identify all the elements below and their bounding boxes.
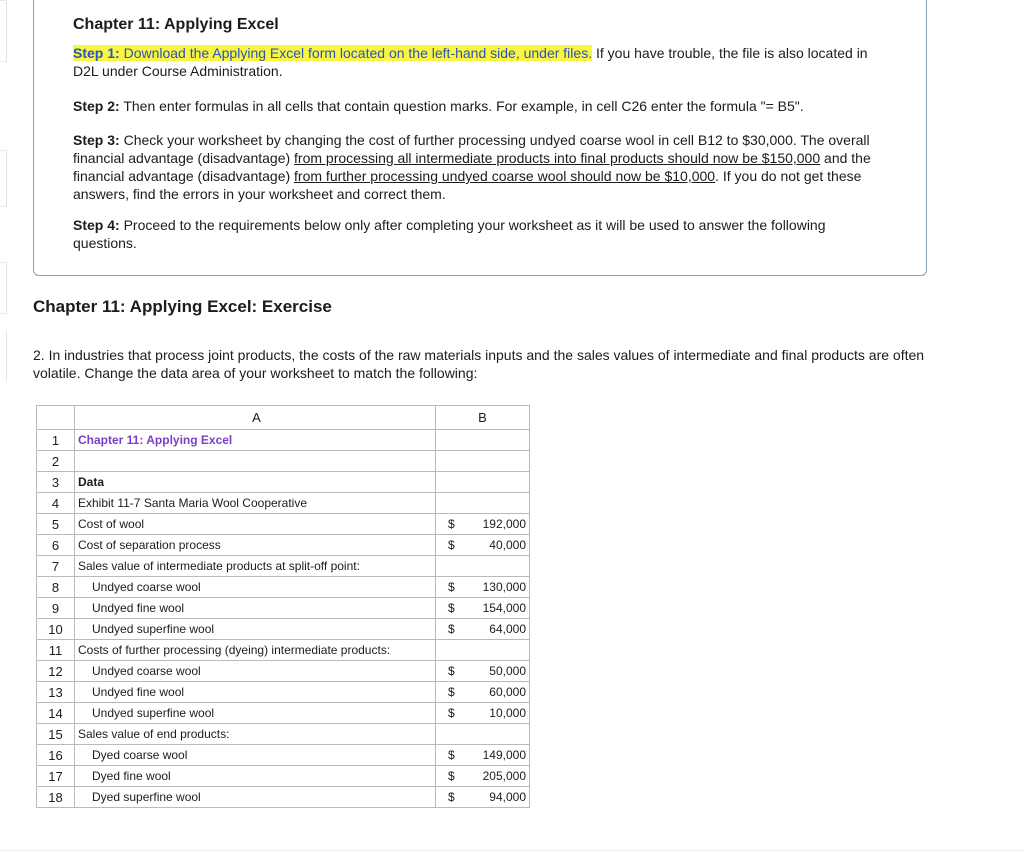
cell-a-text: Cost of wool xyxy=(78,517,145,531)
row-number: 2 xyxy=(37,451,75,472)
row-number: 6 xyxy=(37,535,75,556)
spreadsheet-table xyxy=(36,405,530,808)
cell-b[interactable] xyxy=(436,766,530,787)
table-row xyxy=(37,535,530,556)
cell-b-value xyxy=(436,706,529,720)
cell-b[interactable] xyxy=(436,493,530,514)
cell-a[interactable] xyxy=(75,619,436,640)
cell-b-value xyxy=(436,664,529,678)
row-number: 17 xyxy=(37,766,75,787)
amount: 50,000 xyxy=(489,664,526,678)
row-number: 15 xyxy=(37,724,75,745)
cell-b[interactable] xyxy=(436,745,530,766)
cell-a[interactable] xyxy=(75,766,436,787)
cell-a-text: Cost of separation process xyxy=(78,538,221,552)
currency-symbol: $ xyxy=(448,622,455,636)
cell-b[interactable] xyxy=(436,577,530,598)
cell-b[interactable] xyxy=(436,598,530,619)
step-3-text-a: Check your worksheet by changing the cost of further processing undyed coarse wool in cell B12 to $30,000. The overall financial advantage (disadvantage) xyxy=(73,132,870,166)
left-edge-mark xyxy=(0,0,7,62)
amount: 205,000 xyxy=(482,769,526,783)
cell-a-text: Undyed fine wool xyxy=(92,685,185,699)
left-edge-mark xyxy=(0,262,7,314)
amount: 130,000 xyxy=(482,580,526,594)
step-3-text-b: and the financial advantage (disadvantage) xyxy=(73,150,871,184)
table-row xyxy=(37,724,530,745)
table-row xyxy=(37,598,530,619)
cell-a[interactable] xyxy=(75,577,436,598)
table-row xyxy=(37,619,530,640)
table-row xyxy=(37,514,530,535)
cell-a[interactable] xyxy=(75,787,436,808)
cell-b[interactable] xyxy=(436,514,530,535)
cell-b[interactable] xyxy=(436,535,530,556)
table-row xyxy=(37,682,530,703)
cell-b[interactable] xyxy=(436,430,530,451)
step-3-link-a: from processing all intermediate products into final products should now be $150,000 xyxy=(294,150,821,166)
column-header-a: A xyxy=(75,406,436,430)
row-number: 8 xyxy=(37,577,75,598)
amount: 149,000 xyxy=(482,748,526,762)
table-row xyxy=(37,451,530,472)
cell-a-text: Costs of further processing (dyeing) intermediate products: xyxy=(78,643,391,657)
row-number: 4 xyxy=(37,493,75,514)
cell-a[interactable] xyxy=(75,535,436,556)
cell-b[interactable] xyxy=(436,682,530,703)
cell-a-text: Dyed coarse wool xyxy=(92,748,188,762)
cell-a-text: Chapter 11: Applying Excel xyxy=(78,433,233,447)
currency-symbol: $ xyxy=(448,706,455,720)
cell-a[interactable] xyxy=(75,598,436,619)
amount: 40,000 xyxy=(489,538,526,552)
table-row xyxy=(37,640,530,661)
amount: 10,000 xyxy=(489,706,526,720)
amount: 64,000 xyxy=(489,622,526,636)
table-row xyxy=(37,787,530,808)
step-4-text: Proceed to the requirements below only after completing your worksheet as it will be used to answer the following questions. xyxy=(73,217,826,251)
step-2-text: Then enter formulas in all cells that contain question marks. For example, in cell C26 enter the formula "= B5". xyxy=(123,98,804,114)
cell-b-value xyxy=(436,538,529,552)
row-number: 16 xyxy=(37,745,75,766)
cell-a[interactable] xyxy=(75,745,436,766)
step-2 xyxy=(73,97,893,115)
column-header-row xyxy=(37,406,530,430)
left-edge-mark xyxy=(0,150,7,207)
step-1-highlight: Download the Applying Excel form located on the left-hand side, under files. xyxy=(123,45,593,61)
cell-b-value xyxy=(436,769,529,783)
currency-symbol: $ xyxy=(448,664,455,678)
cell-b[interactable] xyxy=(436,451,530,472)
cell-a-text: Sales value of intermediate products at split-off point: xyxy=(78,559,360,573)
cell-b-value xyxy=(436,790,529,804)
table-row xyxy=(37,766,530,787)
cell-a[interactable] xyxy=(75,472,436,493)
amount: 192,000 xyxy=(482,517,526,531)
corner-cell xyxy=(37,406,75,430)
cell-b[interactable] xyxy=(436,640,530,661)
cell-a-text: Dyed fine wool xyxy=(92,769,171,783)
step-4-label: Step 4: xyxy=(73,217,120,233)
column-header-b: B xyxy=(436,406,530,430)
currency-symbol: $ xyxy=(448,517,455,531)
cell-a[interactable] xyxy=(75,682,436,703)
cell-b[interactable] xyxy=(436,619,530,640)
exercise-question: 2. In industries that process joint products, the costs of the raw materials inputs and the sales values of intermediate and final products are often volatile. Change the data area of your worksheet to match the following: xyxy=(33,347,925,381)
step-1 xyxy=(73,44,893,80)
table-row xyxy=(37,430,530,451)
cell-b[interactable] xyxy=(436,703,530,724)
row-number: 13 xyxy=(37,682,75,703)
row-number: 3 xyxy=(37,472,75,493)
step-3-label: Step 3: xyxy=(73,132,120,148)
instructions-title: Chapter 11: Applying Excel xyxy=(73,16,279,33)
row-number: 18 xyxy=(37,787,75,808)
left-edge-mark xyxy=(0,331,7,381)
cell-a[interactable] xyxy=(75,661,436,682)
step-3 xyxy=(73,131,893,203)
table-row xyxy=(37,493,530,514)
row-number: 11 xyxy=(37,640,75,661)
cell-a-text: Undyed superfine wool xyxy=(92,706,215,720)
exercise-title: Chapter 11: Applying Excel: Exercise xyxy=(33,297,332,316)
currency-symbol: $ xyxy=(448,601,455,615)
table-row xyxy=(37,745,530,766)
cell-a[interactable] xyxy=(75,640,436,661)
cell-a[interactable] xyxy=(75,703,436,724)
cell-a-text: Undyed superfine wool xyxy=(92,622,215,636)
step-4 xyxy=(73,216,893,252)
amount: 154,000 xyxy=(482,601,526,615)
cell-b[interactable] xyxy=(436,724,530,745)
currency-symbol: $ xyxy=(448,538,455,552)
row-number: 1 xyxy=(37,430,75,451)
amount: 94,000 xyxy=(489,790,526,804)
cell-b-value xyxy=(436,685,529,699)
cell-a-text: Exhibit 11-7 Santa Maria Wool Cooperative xyxy=(78,496,308,510)
currency-symbol: $ xyxy=(448,790,455,804)
cell-a-text: Undyed fine wool xyxy=(92,601,185,615)
step-3-text-c: . If you do not get these answers, find the errors in your worksheet and correct them. xyxy=(73,168,862,202)
cell-b[interactable] xyxy=(436,472,530,493)
cell-a[interactable] xyxy=(75,724,436,745)
row-number: 12 xyxy=(37,661,75,682)
cell-a-text: Dyed superfine wool xyxy=(92,790,201,804)
cell-a[interactable] xyxy=(75,430,436,451)
table-row xyxy=(37,661,530,682)
row-number: 5 xyxy=(37,514,75,535)
cell-b-value xyxy=(436,580,529,594)
cell-b[interactable] xyxy=(436,787,530,808)
currency-symbol: $ xyxy=(448,685,455,699)
step-1-rest: If you have trouble, the file is also located in D2L under Course Administration. xyxy=(73,45,868,79)
cell-b-value xyxy=(436,601,529,615)
cell-b[interactable] xyxy=(436,661,530,682)
page-bottom-divider xyxy=(0,850,1024,851)
cell-b[interactable] xyxy=(436,556,530,577)
cell-a-text: Undyed coarse wool xyxy=(92,664,201,678)
cell-a-text: Sales value of end products: xyxy=(78,727,230,741)
currency-symbol: $ xyxy=(448,769,455,783)
currency-symbol: $ xyxy=(448,748,455,762)
cell-b-value xyxy=(436,622,529,636)
row-number: 10 xyxy=(37,619,75,640)
currency-symbol: $ xyxy=(448,580,455,594)
step-1-label: Step 1: xyxy=(73,45,120,61)
cell-b-value xyxy=(436,517,529,531)
step-2-label: Step 2: xyxy=(73,98,120,114)
table-row xyxy=(37,472,530,493)
table-row xyxy=(37,703,530,724)
cell-a[interactable] xyxy=(75,514,436,535)
table-row xyxy=(37,577,530,598)
cell-b-value xyxy=(436,748,529,762)
table-row xyxy=(37,556,530,577)
cell-a-text: Undyed coarse wool xyxy=(92,580,201,594)
cell-a[interactable] xyxy=(75,451,436,472)
cell-a[interactable] xyxy=(75,556,436,577)
row-number: 14 xyxy=(37,703,75,724)
cell-a[interactable] xyxy=(75,493,436,514)
row-number: 9 xyxy=(37,598,75,619)
amount: 60,000 xyxy=(489,685,526,699)
step-3-link-b: from further processing undyed coarse wool should now be $10,000 xyxy=(294,168,716,184)
row-number: 7 xyxy=(37,556,75,577)
cell-a-text: Data xyxy=(78,475,105,489)
